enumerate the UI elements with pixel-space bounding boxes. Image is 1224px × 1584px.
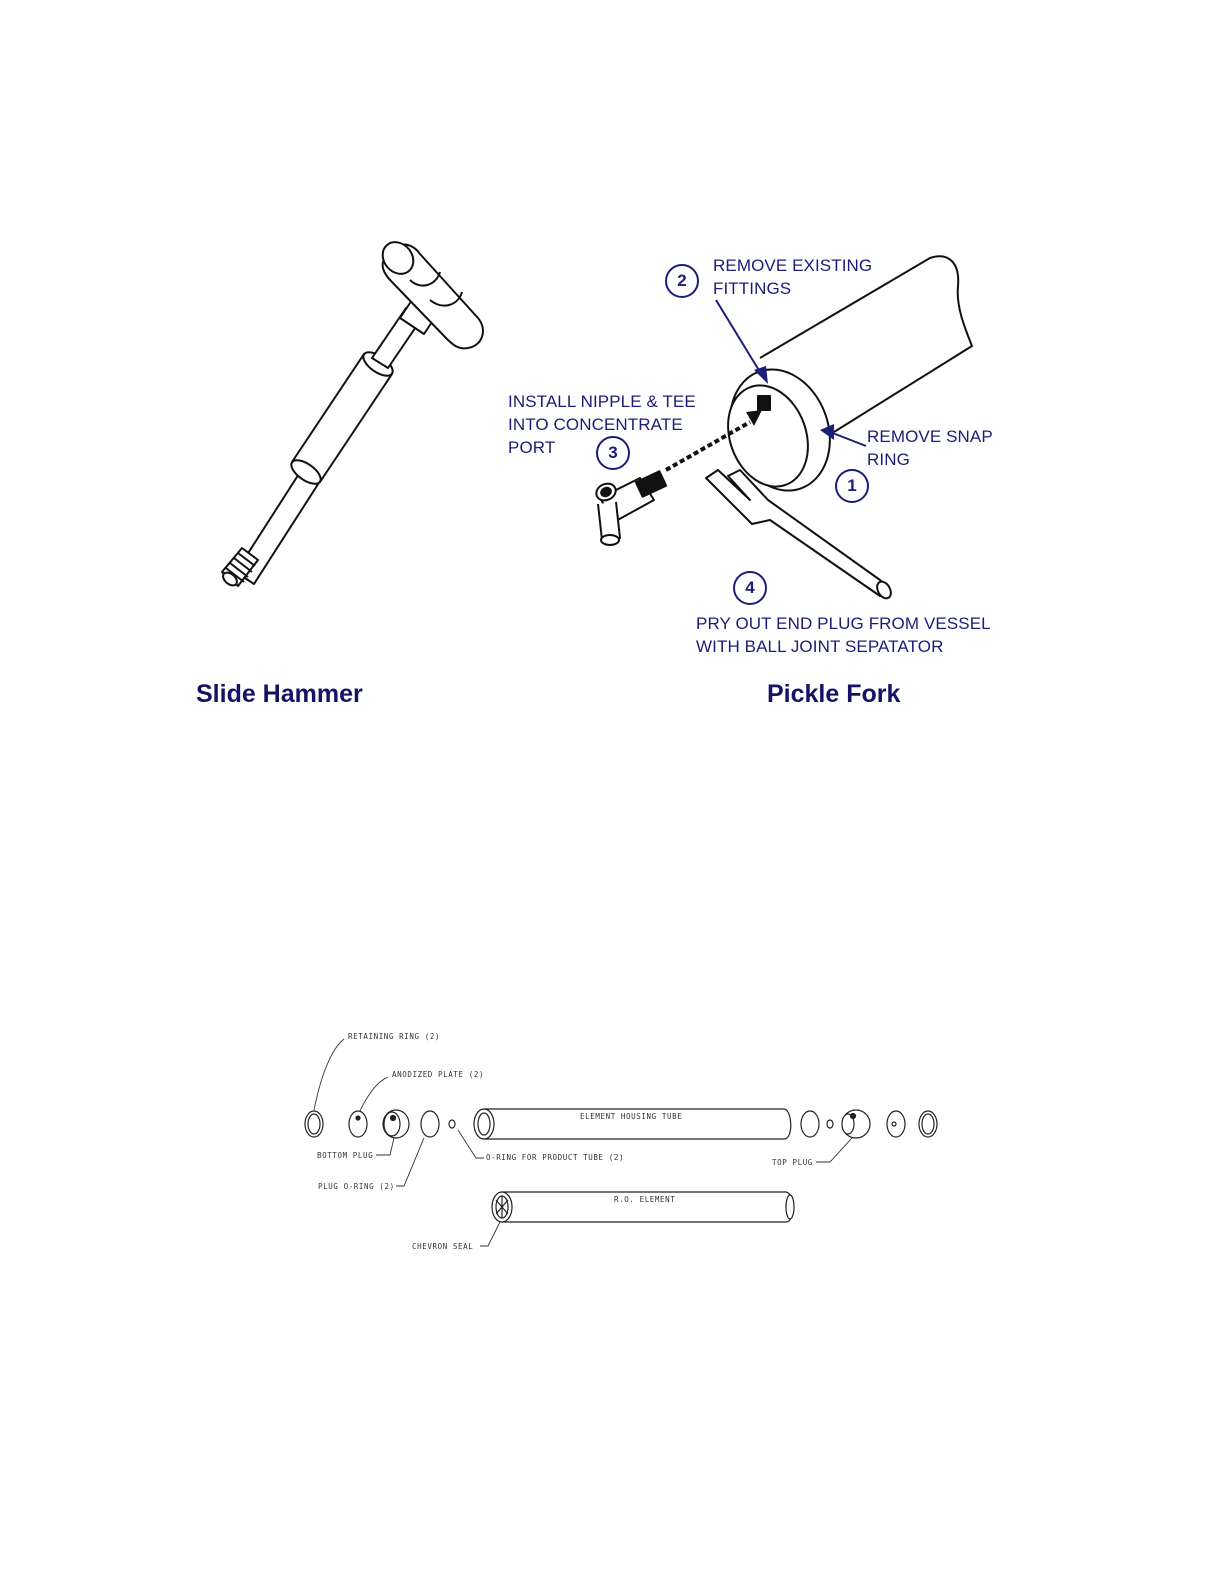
top-plug-label: TOP PLUG bbox=[772, 1158, 813, 1167]
plug-o-ring-left bbox=[421, 1111, 439, 1137]
concentrate-port bbox=[758, 396, 770, 410]
step-4-badge: 4 bbox=[733, 571, 767, 605]
step-2-badge: 2 bbox=[665, 264, 699, 298]
slide-hammer-caption: Slide Hammer bbox=[196, 680, 363, 708]
step-1-badge: 1 bbox=[835, 469, 869, 503]
plug-o-ring-right bbox=[801, 1111, 819, 1137]
bottom-plug-label: BOTTOM PLUG bbox=[317, 1151, 374, 1160]
step-4-label: PRY OUT END PLUG FROM VESSEL WITH BALL JOINT SEPATATOR bbox=[696, 614, 991, 656]
product-o-ring-right bbox=[827, 1120, 833, 1128]
anodized-plate-label: ANODIZED PLATE (2) bbox=[392, 1070, 485, 1079]
step-1-label: REMOVE SNAP RING bbox=[867, 427, 993, 469]
step-3-badge: 3 bbox=[596, 436, 630, 470]
retaining-ring-label: RETAINING RING (2) bbox=[348, 1032, 441, 1041]
step-2-label: REMOVE EXISTING FITTINGS bbox=[713, 256, 873, 298]
ro-element-label: R.O. ELEMENT bbox=[614, 1195, 676, 1204]
plug-o-ring-label: PLUG O-RING (2) bbox=[318, 1182, 395, 1191]
nipple-tee-illustration bbox=[594, 471, 667, 545]
product-o-ring-left bbox=[449, 1120, 455, 1128]
leader-step-1 bbox=[830, 432, 866, 446]
pickle-fork-caption: Pickle Fork bbox=[767, 680, 901, 708]
o-ring-product-tube-label: O-RING FOR PRODUCT TUBE (2) bbox=[486, 1153, 625, 1162]
step-3-label: INSTALL NIPPLE & TEE INTO CONCENTRATE PORT bbox=[508, 392, 696, 457]
anodized-plate-left bbox=[349, 1111, 367, 1137]
exploded-view-illustration bbox=[305, 1109, 937, 1222]
element-housing-tube-label: ELEMENT HOUSING TUBE bbox=[580, 1112, 683, 1121]
slide-hammer-illustration bbox=[221, 236, 483, 588]
chevron-seal-label: CHEVRON SEAL bbox=[412, 1242, 474, 1251]
leader-step-2 bbox=[716, 300, 760, 372]
